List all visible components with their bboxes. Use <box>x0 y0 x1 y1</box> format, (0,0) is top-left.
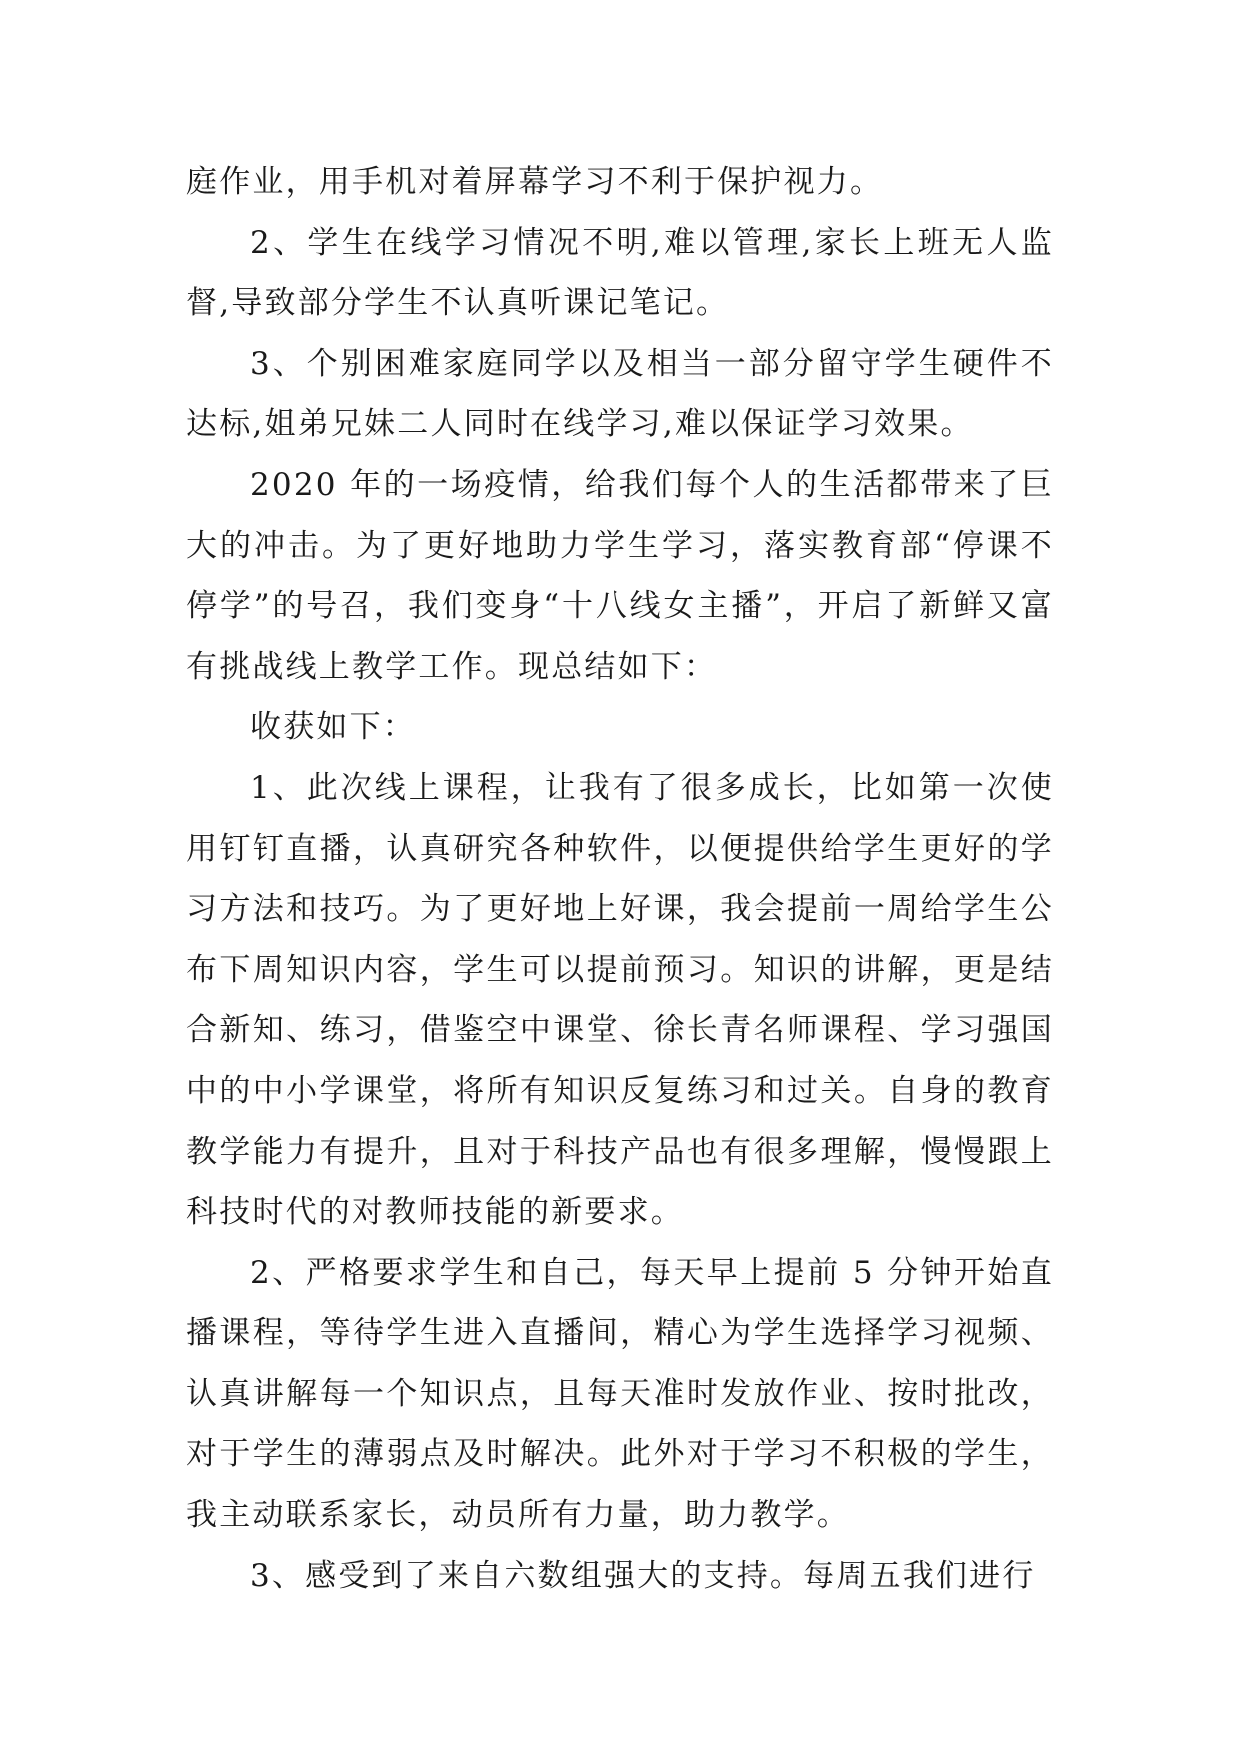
paragraph-1: 庭作业，用手机对着屏幕学习不利于保护视力。 <box>186 164 884 200</box>
paragraph-8: 3、感受到了来自六数组强大的支持。每周五我们进行 <box>250 1557 1036 1594</box>
paragraph-4: 2020 年的一场疫情，给我们每个人的生活都带来了巨大的冲击。为了更好地助力学生学习，落实教育部“停课不停学”的号召，我们变身“十八线女主播”，开启了新鲜又富有挑战线上教学工作。现总结如下： <box>186 466 1054 685</box>
paragraph-5: 收获如下： <box>250 709 416 746</box>
paragraph-3: 3、个别困难家庭同学以及相当一部分留守学生硬件不达标,姐弟兄妹二人同时在线学习,难以保证学习效果。 <box>186 345 1054 443</box>
paragraph-6: 1、此次线上课程，让我有了很多成长，比如第一次使用钉钉直播，认真研究各种软件，以便提供给学生更好的学习方法和技巧。为了更好地上好课，我会提前一周给学生公布下周知识内容，学生可以提前预习。知识的讲解，更是结合新知、练习，借鉴空中课堂、徐长青名师课程、学习强国中的中小学课堂，将所有知识反复练习和过关。自身的教育教学能力有提升，且对于科技产品也有很多理解，慢慢跟上科技时代的对教师技能的新要求。 <box>186 769 1054 1231</box>
paragraph-2: 2、学生在线学习情况不明,难以管理,家长上班无人监督,导致部分学生不认真听课记笔记。 <box>186 224 1054 322</box>
paragraph-7: 2、严格要求学生和自己，每天早上提前 5 分钟开始直播课程，等待学生进入直播间，精心为学生选择学习视频、认真讲解每一个知识点，且每天准时发放作业、按时批改，对于学生的薄弱点及时解决。此外对于学习不积极的学生，我主动联系家长，动员所有力量，助力教学。 <box>186 1254 1054 1534</box>
document-body <box>186 152 1054 1606</box>
